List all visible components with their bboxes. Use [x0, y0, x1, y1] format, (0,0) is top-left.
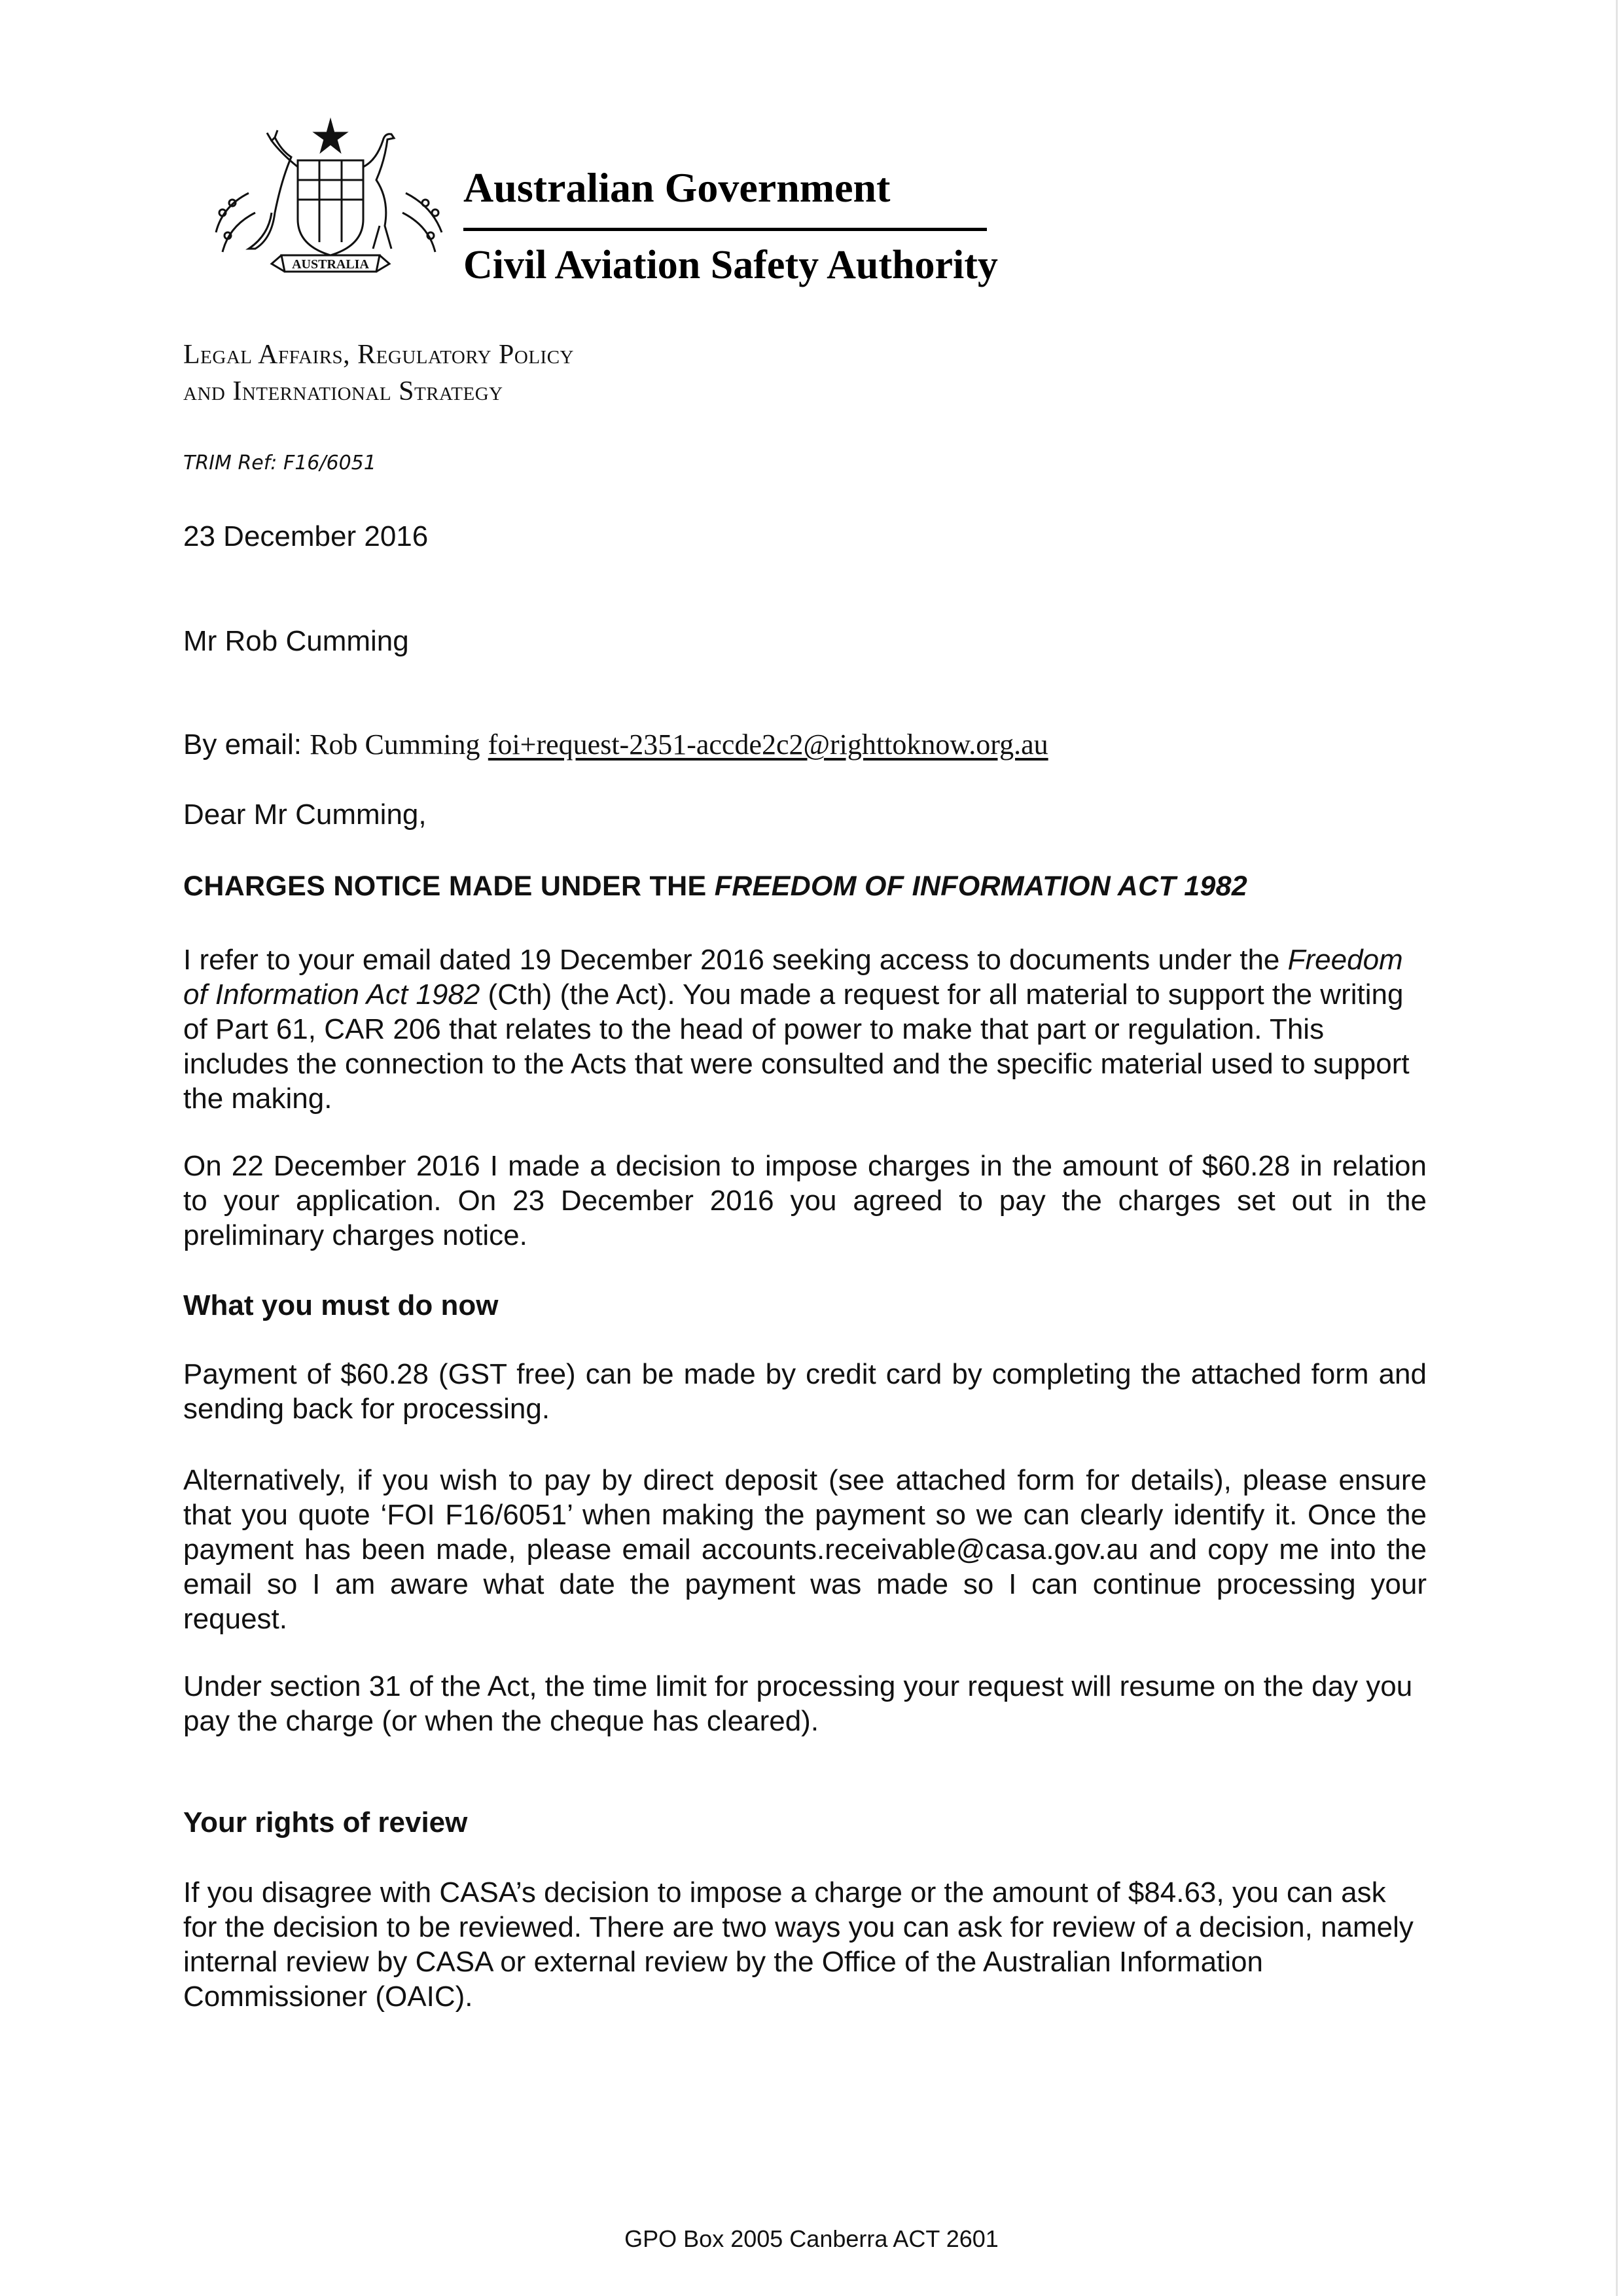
- paragraph-direct-deposit: Alternatively, if you wish to pay by direct deposit (see attached form for details), please ensure that you quote ‘FOI F16/6051’ when making the payment so we can clearly identify it. Once the payment has been made, please email accounts.receivable@casa.gov.au and copy me into the email so I am aware what date the payment was made so I can continue processing your request.: [183, 1464, 1427, 1635]
- email-address-link[interactable]: foi+request-2351-accde2c2@righttoknow.org.au: [488, 728, 1048, 761]
- title-act: FREEDOM OF INFORMATION ACT 1982: [714, 870, 1248, 902]
- paragraph-review: If you disagree with CASA’s decision to impose a charge or the amount of $84.63, you can ask for the decision to be reviewed. There are two ways you can ask for review of a decision, namely internal review by CASA or external review by the Office of the Australian Information Commissioner (OAIC).: [183, 1876, 1414, 2013]
- letter-date: 23 December 2016: [183, 520, 429, 552]
- agency-name: Civil Aviation Safety Authority: [463, 243, 998, 287]
- paragraph-decision: On 22 December 2016 I made a decision to impose charges in the amount of $60.28 in relation to your application. On 23 December 2016 you agreed to pay the charges set out in the preliminary charges notice.: [183, 1150, 1427, 1251]
- email-recipient-name: Rob Cumming: [310, 728, 480, 761]
- svg-text:AUSTRALIA: AUSTRALIA: [292, 257, 369, 272]
- recipient-name: Mr Rob Cumming: [183, 625, 409, 657]
- footer-address: GPO Box 2005 Canberra ACT 2601: [624, 2225, 999, 2252]
- division-line-2: and International Strategy: [183, 376, 503, 406]
- paragraph-request: [183, 942, 1427, 1116]
- trim-reference: TRIM Ref: F16/6051: [183, 452, 376, 475]
- para1-b: (Cth) (the Act). You made a request for all material to support the writing of Part 61, CAR 206 that relates to the head of power to make that part or regulation. This includes the connection to the Acts that were consulted and the specific material used to support the making.: [183, 978, 1410, 1115]
- email-prefix: By email:: [183, 728, 302, 761]
- scan-edge: [1616, 0, 1618, 2296]
- letterhead-divider: [463, 228, 987, 231]
- para1-act: Freedom of Information Act 1982: [183, 944, 1403, 1011]
- para1-a: I refer to your email dated 19 December 2016 seeking access to documents under the: [183, 944, 1288, 976]
- paragraph-time-limit: Under section 31 of the Act, the time limit for processing your request will resume on the day you pay the charge (or when the cheque has cleared).: [183, 1670, 1413, 1737]
- salutation: Dear Mr Cumming,: [183, 798, 427, 831]
- division-line-1: Legal Affairs, Regulatory Policy: [183, 340, 574, 370]
- coat-of-arms-logo: [209, 115, 452, 298]
- government-name: Australian Government: [463, 164, 891, 211]
- title-prefix: CHARGES NOTICE MADE UNDER THE: [183, 870, 715, 902]
- heading-rights-of-review: Your rights of review: [183, 1806, 468, 1839]
- letter-title: [183, 870, 1247, 903]
- heading-what-you-must-do: What you must do now: [183, 1289, 499, 1321]
- paragraph-payment: Payment of $60.28 (GST free) can be made by credit card by completing the attached form and sending back for processing.: [183, 1358, 1427, 1425]
- email-line: [183, 728, 1048, 761]
